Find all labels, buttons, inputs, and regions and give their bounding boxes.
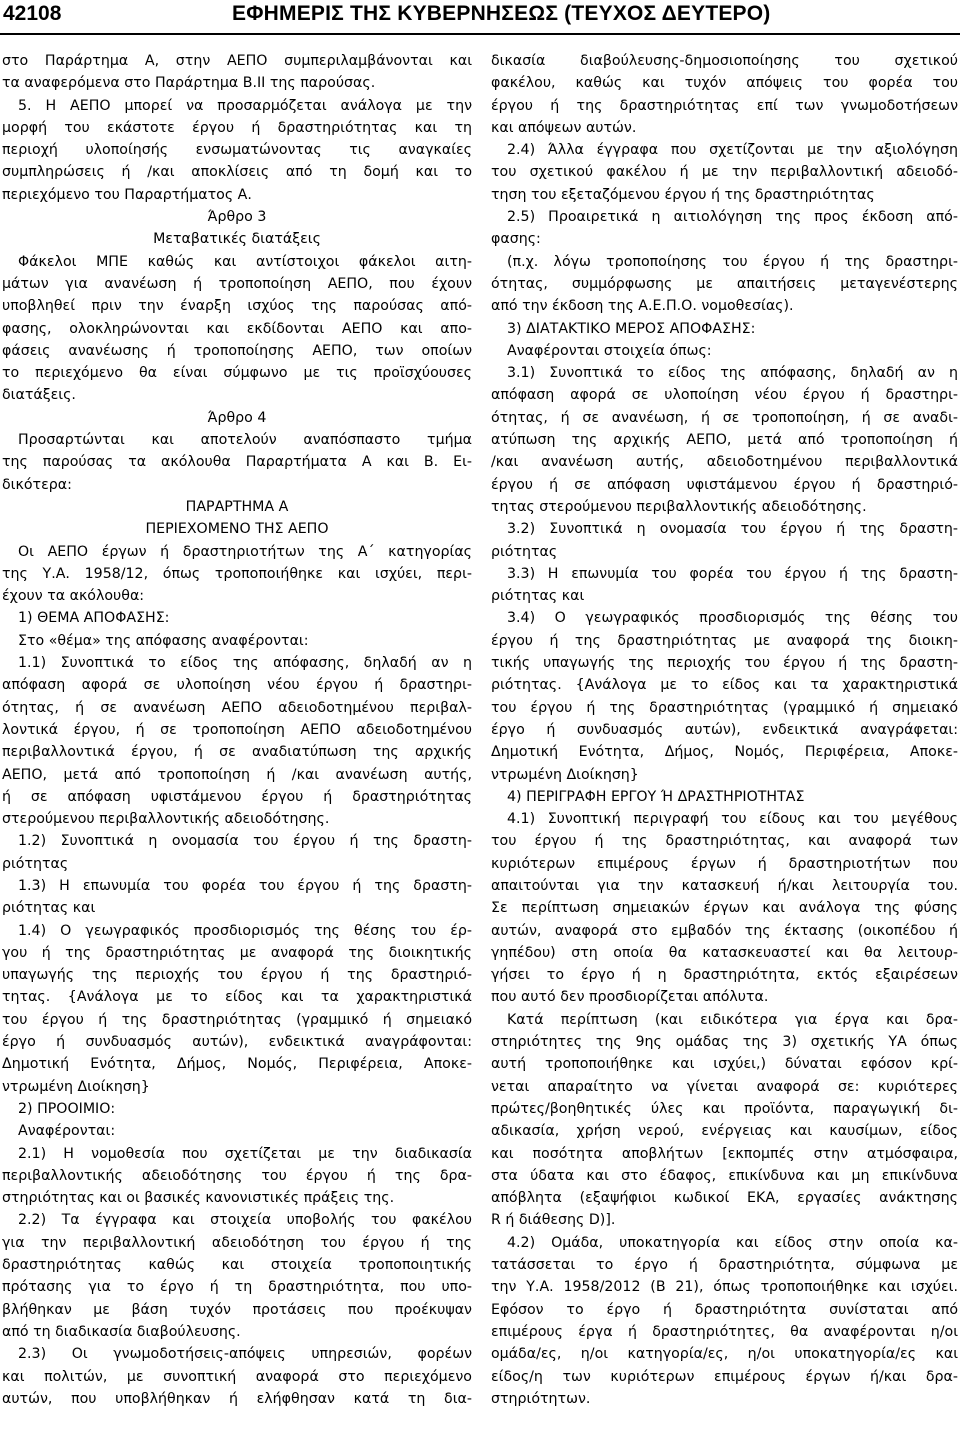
text-line: στο Παράρτημα Α, στην ΑΕΠΟ συμπεριλαμβάνονται και bbox=[2, 53, 472, 69]
text-line: 4.2) Ομάδα, υποκατηγορία και είδος στην οποία κα- bbox=[507, 1234, 958, 1251]
text-line: νεται απαραίτητο να γίνεται αναφορά σε: κυριότερες bbox=[491, 1078, 958, 1095]
text-line: Μεταβατικές διατάξεις bbox=[153, 231, 321, 248]
text-line: Σε περίπτωση σημειακών έργων και ανάλογα της φύσης bbox=[491, 900, 958, 917]
text-line: της παρούσας τα ακόλουθα Παραρτήματα Α και Β. Ει- bbox=[2, 454, 472, 471]
text-line: περιοχή υλοποίησής ενσωματώνοντας τις αναγκαίες bbox=[2, 142, 472, 159]
text-line: κυριότερων επιμέρους έργων ή δραστηριοτήτων που bbox=[491, 855, 958, 872]
text-line: για την περιβαλλοντική αδειοδότηση του έργου ή της bbox=[2, 1234, 472, 1251]
text-line: υπαγωγής της περιοχής του έργου ή της δραστηριό- bbox=[2, 967, 472, 984]
text-line: την Υ.Α. 1958/2012 (Β 21), όπως τροποποιήθηκε και ισχύει. bbox=[491, 1279, 958, 1296]
text-line: αδικασία, χρήση νερού, ενέργειας και καυσίμων, είδος bbox=[491, 1123, 958, 1140]
text-line: μορφή του εκάστοτε έργου ή δραστηριότητας και τη bbox=[2, 119, 472, 136]
text-line: ότητας, ή σε ανανέωση ΑΕΠΟ αδειοδοτημένου περιβαλ- bbox=[2, 699, 472, 716]
text-line: 3) ΔΙΑΤΑΚΤΙΚΟ ΜΕΡΟΣ ΑΠΟΦΑΣΗΣ: bbox=[507, 320, 756, 337]
text-line: Φάκελοι ΜΠΕ καθώς και αντίστοιχοι φάκελοι αιτη- bbox=[18, 253, 472, 270]
text-line: φασης, ολοκληρώνονται και εκδίδονται ΑΕΠΟ και απο- bbox=[2, 320, 472, 337]
text-line: 1.3) Η επωνυμία του φορέα του έργου ή της δραστη- bbox=[18, 877, 472, 894]
text-line: συμπληρώσεις ή /και αποκλίσεις από τη δομή και το bbox=[2, 164, 472, 181]
text-line: περιβαλλοντικά έργου, ή σε αναδιατύπωση της αρχικής bbox=[2, 744, 472, 761]
text-line: αυτών, που υποβλήθηκαν ή ελήφθησαν κατά τη δια- bbox=[2, 1390, 472, 1407]
text-line: στηριότητας και οι βασικές κανονιστικές πράξεις της. bbox=[2, 1190, 395, 1207]
text-line: φακέλου, καθώς και τυχόν απόψεις του φορέα του bbox=[491, 75, 958, 92]
text-line: 3.1) Συνοπτικά το είδος της απόφασης, δηλαδή αν η bbox=[507, 365, 958, 382]
text-line: ριότητας και bbox=[491, 588, 585, 605]
text-line: Προσαρτώνται και αποτελούν αναπόσπαστο τμήμα bbox=[18, 432, 472, 449]
text-line: τητας στερούμενου περιβαλλοντικής αδειοδότησης. bbox=[491, 498, 867, 515]
text-line: ριότητας bbox=[2, 855, 69, 872]
text-line: 2.1) Η νομοθεσία που σχετίζεται με την διαδικασία bbox=[18, 1145, 472, 1162]
text-line: υποβληθεί πριν την έναρξη ισχύος της παρούσας από- bbox=[2, 298, 472, 315]
text-line: από την έκδοση της Α.Ε.Π.Ο. νομοθεσίας). bbox=[491, 298, 794, 315]
text-line: της Υ.Α. 1958/12, όπως τροποποιήθηκε και ισχύει, περι- bbox=[2, 565, 472, 582]
text-line: στερούμενου περιβαλλοντικής αδειοδότησης. bbox=[2, 811, 330, 828]
text-line: Αναφέρονται: bbox=[18, 1123, 116, 1140]
text-line: 3.3) Η επωνυμία του φορέα του έργου ή της δραστη- bbox=[507, 565, 958, 582]
text-line: ντρωμένη Διοίκηση} bbox=[2, 1078, 150, 1095]
page-number: 42108 bbox=[3, 2, 62, 25]
text-line: 5. Η ΑΕΠΟ μπορεί να προσαρμόζεται ανάλογα με την bbox=[18, 97, 472, 114]
text-line: (π.χ. λόγω τροποποίησης του έργου ή της δραστηρι- bbox=[507, 253, 958, 270]
text-line: δικασία διαβούλευσης-δημοσιοποίησης του σχετικού bbox=[491, 53, 958, 69]
text-line: ότητας, συμμόρφωσης με απαιτήσεις μεταγενέστερης bbox=[491, 275, 958, 292]
text-line: ΑΕΠΟ, μετά από τροποποίηση ή /και ανανέωση αυτής, bbox=[2, 766, 472, 783]
text-line: 2.4) Άλλα έγγραφα που σχετίζονται με την αξιολόγηση bbox=[507, 142, 958, 159]
text-line: γου ή της δραστηριότητας με αναφορά της διοικητικής bbox=[2, 944, 472, 961]
text-line: στηριότητες της 9ης ομάδας της 3) σχετικής ΥΑ όπως bbox=[491, 1034, 958, 1051]
text-line: ριότητας και bbox=[2, 900, 96, 917]
text-line: ΠΕΡΙΕΧΟΜΕΝΟ ΤΗΣ ΑΕΠΟ bbox=[145, 521, 329, 538]
text-line: ομάδα/ες, η/οι κατηγορία/ες, η/οι υποκατηγορία/ες και bbox=[491, 1346, 958, 1363]
text-line: του σχετικού φακέλου ή με την περιβαλλοντική αδειοδό- bbox=[491, 164, 958, 181]
text-line: 2.2) Τα έγγραφα και στοιχεία υποβολής του φακέλου bbox=[18, 1212, 472, 1229]
text-line: Κατά περίπτωση (και ειδικότερα για έργα και δρα- bbox=[507, 1011, 958, 1028]
text-line: 4.1) Συνοπτική περιγραφή του είδους και του μεγέθους bbox=[507, 811, 958, 828]
text-line: Άρθρο 3 bbox=[207, 209, 267, 226]
text-line: απόφαση αφορά σε υλοποίηση νέου έργου ή δραστηρι- bbox=[491, 387, 958, 404]
text-line: αυτών, αναφορά στο εμβαδόν της έκτασης (οικοπέδου ή bbox=[491, 922, 958, 939]
text-line: ριότητας. {Ανάλογα με το είδος και τα χαρακτηριστικά bbox=[491, 677, 958, 694]
text-line: από τη διαδικασία διαβούλευσης. bbox=[2, 1323, 241, 1340]
text-line: Άρθρο 4 bbox=[207, 409, 267, 426]
text-line: απόφαση αφορά σε υλοποίηση νέου έργου ή δραστηρι- bbox=[2, 677, 472, 694]
text-line: 3.2) Συνοπτικά η ονομασία του έργου ή της δραστη- bbox=[507, 521, 958, 538]
text-line: 1.4) Ο γεωγραφικός προσδιορισμός της θέσης του έρ- bbox=[18, 922, 472, 939]
text-line: ότητας, ή σε ανανέωση, ή σε τροποποίηση, ή σε αναδι- bbox=[491, 409, 958, 426]
journal-title: ΕΦΗΜΕΡΙΣ ΤΗΣ ΚΥΒΕΡΝΗΣΕΩΣ (ΤΕΥΧΟΣ ΔΕΥΤΕΡΟ) bbox=[232, 2, 771, 25]
text-line: 3.4) Ο γεωγραφικός προσδιορισμός της θέσης του bbox=[507, 610, 958, 627]
text-line: γήσει το έργο ή η δραστηριότητα, εκτός εξαιρέσεων bbox=[491, 967, 958, 984]
text-line: Οι ΑΕΠΟ έργων ή δραστηριοτήτων της Α΄ κατηγορίας bbox=[18, 543, 472, 560]
text-line: δικότερα: bbox=[2, 476, 72, 493]
text-line: τικής υπαγωγής της περιοχής του έργου ή της δραστη- bbox=[491, 655, 958, 672]
text-line: στηριότητων. bbox=[491, 1390, 591, 1407]
text-line: R ή διάθεσης D)]. bbox=[491, 1212, 616, 1229]
text-line: του έργου ή της δραστηριότητας (γραμμικό ή σημειακό bbox=[491, 699, 958, 716]
text-line: 2.3) Οι γνωμοδοτήσεις-απόψεις υπηρεσιών, φορέων bbox=[18, 1346, 472, 1363]
text-line: 4) ΠΕΡΙΓΡΑΦΗ ΕΡΓΟΥ Ή ΔΡΑΣΤΗΡΙΟΤΗΤΑΣ bbox=[507, 788, 805, 805]
text-line: στα ύδατα και στο έδαφος, επικίνδυνα και μη επικίνδυνα bbox=[491, 1167, 958, 1184]
text-line: πρότασης για το έργο ή τη δραστηριότητα, που υπο- bbox=[2, 1279, 472, 1296]
text-line: λοντικά έργου, ή σε τροποποίηση ΑΕΠΟ αδειοδοτημένου bbox=[2, 721, 472, 738]
page-header bbox=[0, 0, 960, 36]
text-line: έργου ή της δραστηριότητας με αναφορά της διοικη- bbox=[491, 632, 958, 649]
text-line: τηση του εξεταζόμενου έργου ή της δραστηριότητας bbox=[491, 186, 875, 203]
text-line: του έργου ή της δραστηριότητας, και αναφορά των bbox=[491, 833, 958, 850]
text-line: 1) ΘΕΜΑ ΑΠΟΦΑΣΗΣ: bbox=[18, 610, 170, 627]
text-line: πρώτες/βοηθητικές ύλες και προϊόντα, παραγωγική δι- bbox=[491, 1100, 958, 1117]
text-line: 1.1) Συνοπτικά το είδος της απόφασης, δηλαδή αν η bbox=[18, 655, 472, 672]
text-line: ντρωμένη Διοίκηση} bbox=[491, 766, 639, 783]
text-line: φασης: bbox=[491, 231, 541, 248]
text-line: 1.2) Συνοπτικά η ονομασία του έργου ή της δραστη- bbox=[18, 833, 472, 850]
text-line: ΠΑΡΑΡΤΗΜΑ Α bbox=[185, 498, 289, 515]
text-line: απόβλητα (εξαψήφιοι κωδικοί ΕΚΑ, εργασίες ανάκτησης bbox=[491, 1190, 958, 1207]
text-line: ατύπωση της αρχικής ΑΕΠΟ, μετά από τροποποίηση ή bbox=[491, 432, 958, 449]
text-line: 2.5) Προαιρετικά η αιτιολόγηση της προς έκδοση από- bbox=[507, 209, 958, 226]
text-line: διατάξεις. bbox=[2, 387, 76, 404]
text-line: Στο «θέμα» της απόφασης αναφέρονται: bbox=[18, 632, 309, 649]
text-line: βλήθηκαν με βάση τυχόν προτάσεις που προέκυψαν bbox=[2, 1301, 472, 1318]
text-line: είδος/η των κυριότερων επιμέρους έργων ή/και δρα- bbox=[491, 1368, 958, 1385]
text-line: και ποσότητα αποβλήτων [εκπομπές στην ατμόσφαιρα, bbox=[491, 1145, 958, 1162]
text-line: 2) ΠΡΟΟΙΜΙΟ: bbox=[18, 1100, 116, 1117]
header-rule bbox=[0, 33, 960, 35]
text-line: έργου ή της δραστηριότητας επί των γνωμοδοτήσεων bbox=[491, 97, 958, 114]
text-line: Δημοτική Ενότητα, Δήμος, Νομός, Περιφέρεια, Αποκε- bbox=[2, 1056, 472, 1073]
text-line: τατάσσεται το έργο ή δραστηριότητα, σύμφωνα με bbox=[491, 1257, 958, 1274]
text-line: ή σε απόφαση υφιστάμενου έργου ή δραστηριότητας bbox=[2, 788, 472, 805]
left-column bbox=[2, 50, 472, 1410]
text-line: δραστηριότητας καθώς και στοιχεία τροποποιητικής bbox=[2, 1257, 472, 1274]
text-line: περιβαλλοντικής αδειοδότησης του έργου ή της δρα- bbox=[2, 1167, 472, 1184]
text-line: έργου ή σε απόφαση υφιστάμενου έργου ή δραστηριό- bbox=[491, 476, 958, 493]
right-column bbox=[491, 50, 958, 1410]
text-line: έργο ή συνδυασμός αυτών), ενδεικτικά αναγράφονται: bbox=[2, 1034, 472, 1051]
text-line: Αναφέρονται στοιχεία όπως: bbox=[507, 342, 712, 359]
text-line: Εφόσον το έργο ή δραστηριότητα συνίσταται από bbox=[491, 1301, 958, 1318]
text-line: απαιτούνται για την κατασκευή ή/και λειτουργία του. bbox=[491, 877, 958, 894]
text-line: μάτων για ανανέωση ή τροποποίηση ΑΕΠΟ, που έχουν bbox=[2, 275, 472, 292]
text-line: Δημοτική Ενότητα, Δήμος, Νομός, Περιφέρεια, Αποκε- bbox=[491, 744, 958, 761]
text-line: αυτή τροποποιήθηκε και ισχύει,) δύναται εφόσον κρί- bbox=[491, 1056, 958, 1073]
text-line: έχουν τα ακόλουθα: bbox=[2, 588, 145, 605]
text-line: το περιεχόμενο θα είναι σύμφωνο με τις προϊσχύουσες bbox=[2, 365, 472, 382]
text-line: ριότητας bbox=[491, 543, 558, 560]
text-line: του έργου ή της δραστηριότητας (γραμμικό ή σημειακό bbox=[2, 1011, 472, 1028]
text-line: τητας. {Ανάλογα με το είδος και τα χαρακτηριστικά bbox=[2, 989, 472, 1006]
text-line: φάσεις ανανέωσης ή τροποποίησης ΑΕΠΟ, των οποίων bbox=[2, 342, 472, 359]
text-line: περιεχόμενο του Παραρτήματος Α. bbox=[2, 186, 252, 203]
text-line: και πολιτών, με συνοπτική αναφορά στο περιεχόμενο bbox=[2, 1368, 472, 1385]
text-line: γηπέδου) στη οποία θα κατασκευαστεί και θα λειτουρ- bbox=[491, 944, 958, 961]
text-line: έργο ή συνδυασμός αυτών), ενδεικτικά αναγράφεται: bbox=[491, 721, 958, 738]
text-line: τα αναφερόμενα στο Παράρτημα Β.ΙΙ της παρούσας. bbox=[2, 75, 376, 92]
text-line: και απόψεων αυτών. bbox=[491, 119, 637, 136]
text-line: επιμέρους έργα ή δραστηριότητες, θα αναφέρονται η/οι bbox=[491, 1323, 958, 1340]
text-line: που αυτό δεν προσδιορίζεται απόλυτα. bbox=[491, 989, 769, 1006]
text-line: /και ανανέωση αυτής, αδειοδοτημένου περιβαλλοντικά bbox=[491, 454, 958, 471]
